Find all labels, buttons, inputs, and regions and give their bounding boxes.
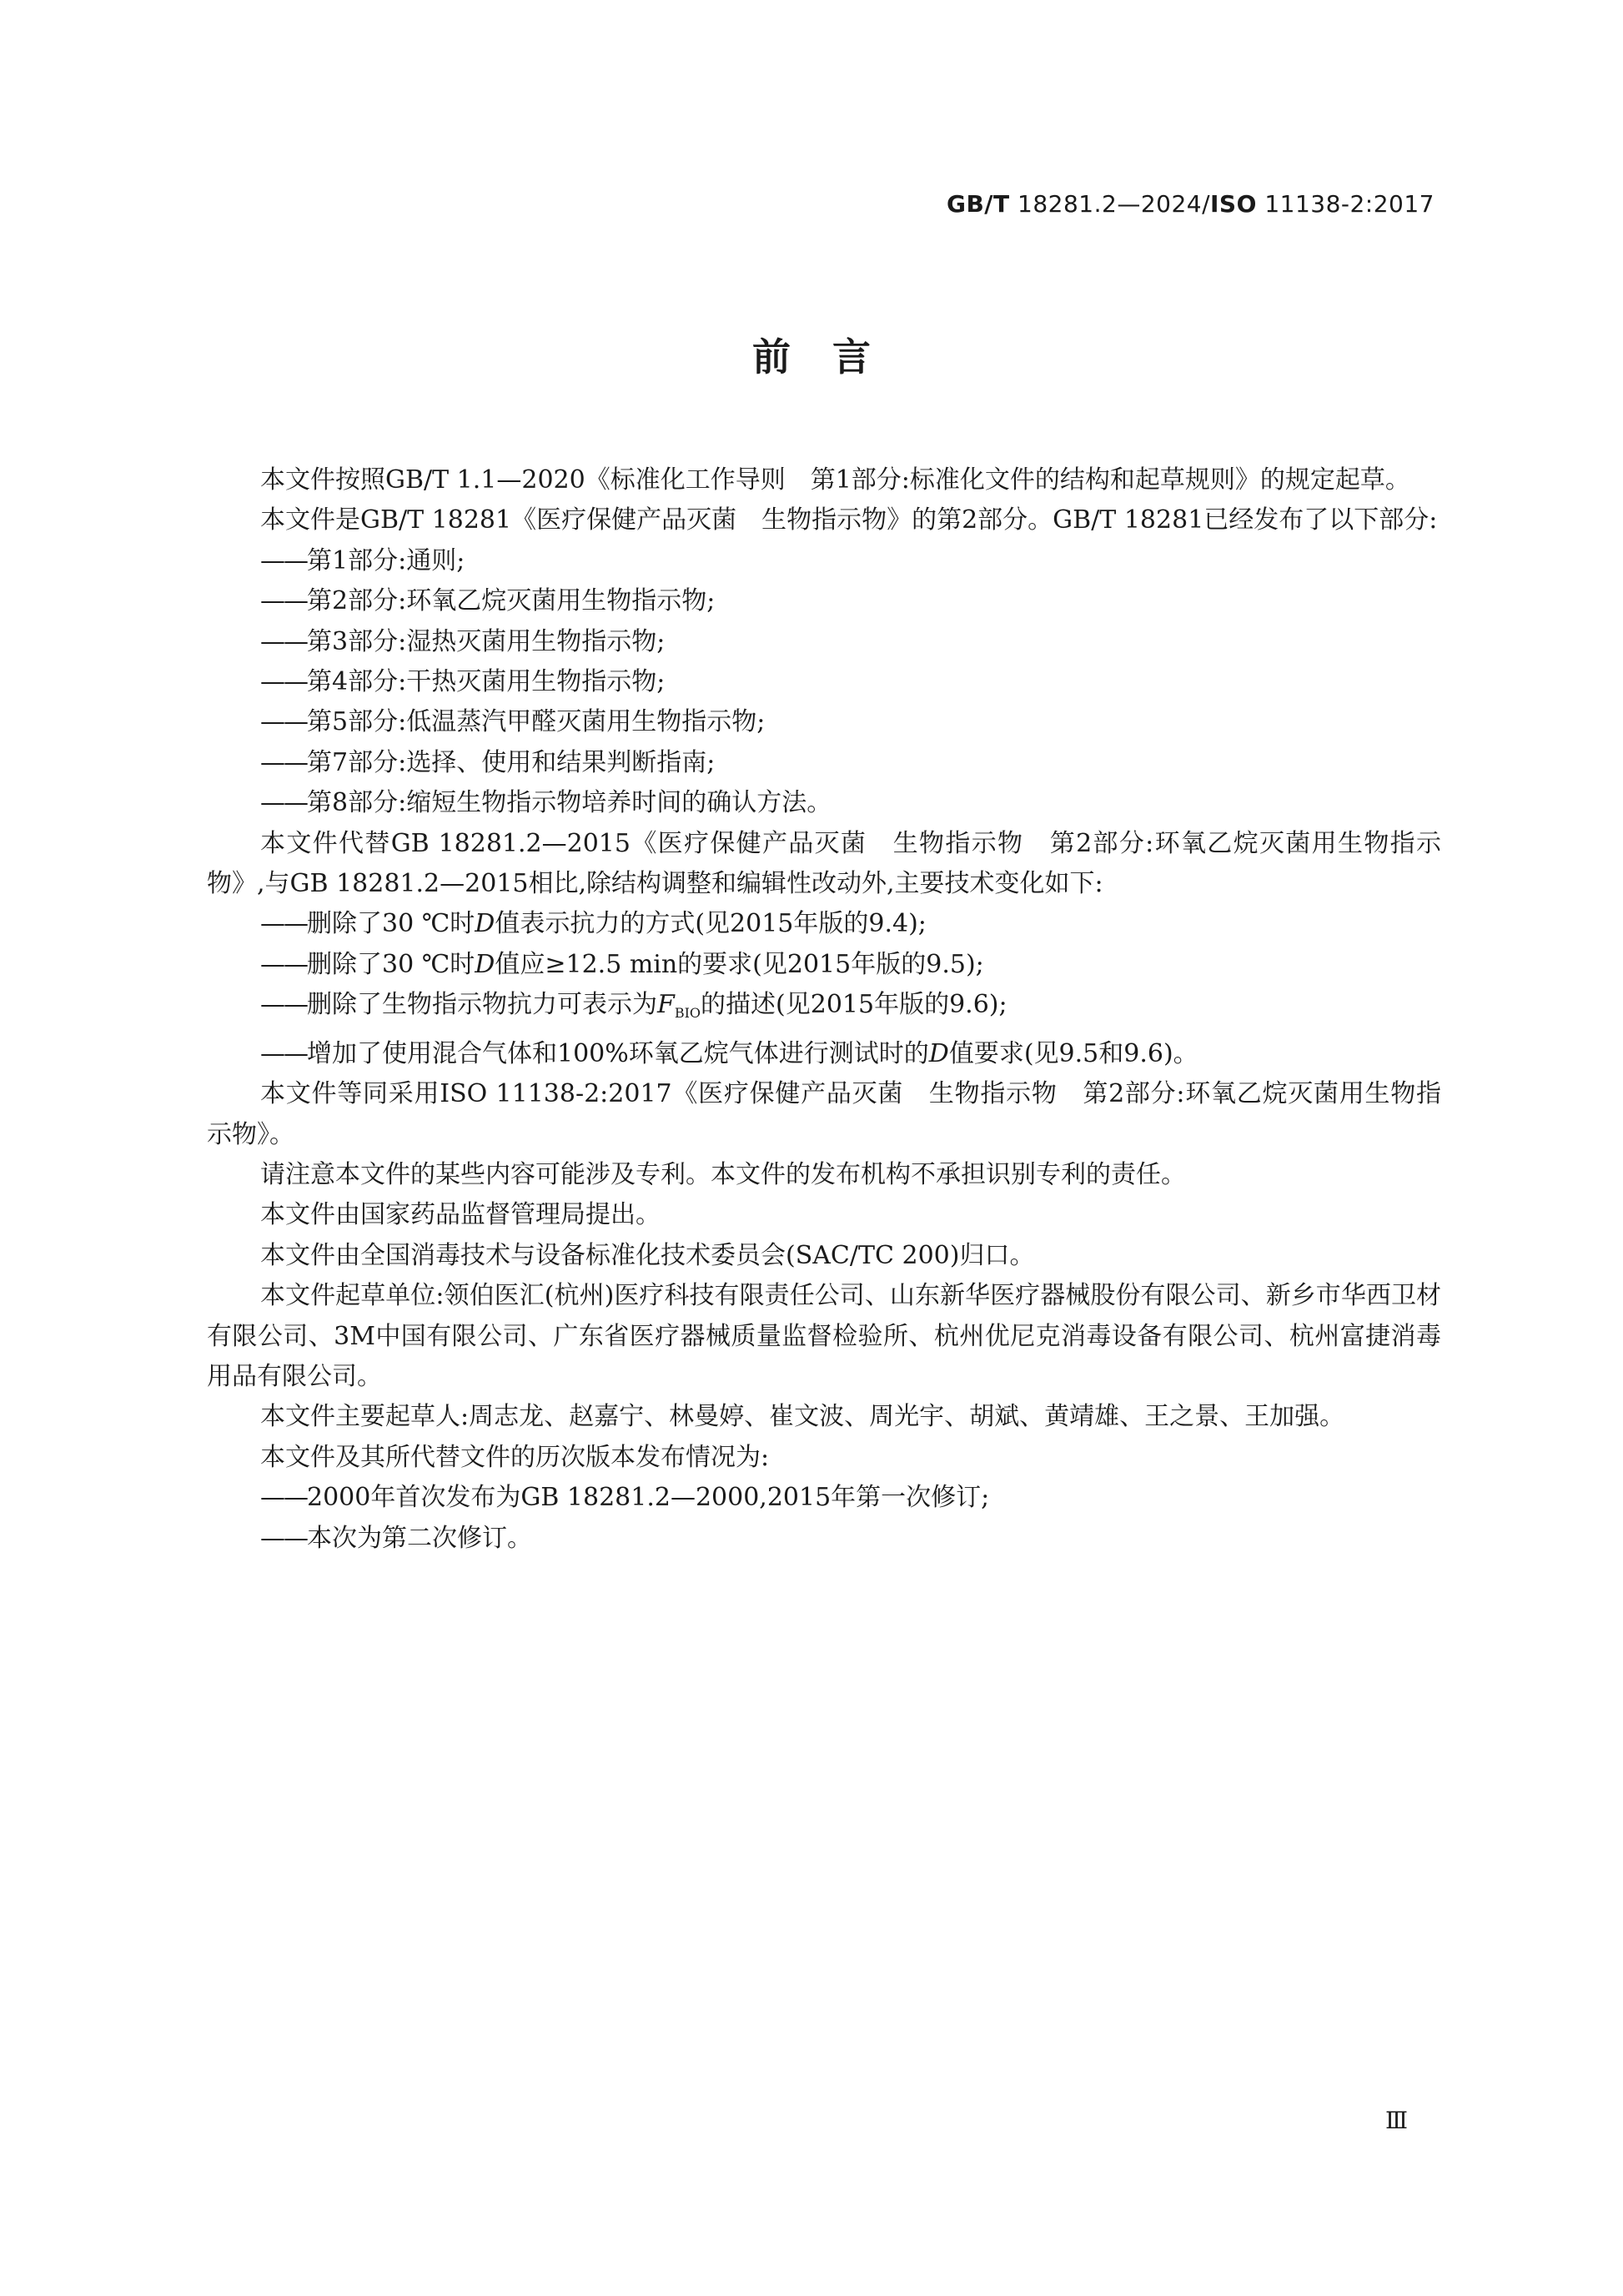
iso-code-prefix: ISO [1210, 190, 1257, 218]
list-item: ——第3部分:湿热灭菌用生物指示物; [260, 626, 666, 656]
document-body [207, 460, 1441, 1559]
list-item: ——第7部分:选择、使用和结果判断指南; [260, 747, 716, 777]
page-number: Ⅲ [1384, 2107, 1408, 2134]
paragraph-proposer: 本文件由国家药品监督管理局提出。 [260, 1200, 661, 1230]
paragraph-history-intro: 本文件及其所代替文件的历次版本发布情况为: [260, 1442, 770, 1472]
standard-code-prefix: GB/T [946, 190, 1010, 218]
parts-list [207, 541, 1441, 824]
list-item: ——删除了30 ℃时D值应≥12.5 min的要求(见2015年版的9.5); [260, 949, 984, 979]
paragraph-patent-notice: 请注意本文件的某些内容可能涉及专利。本文件的发布机构不承担识别专利的责任。 [260, 1159, 1186, 1189]
paragraph-committee: 本文件由全国消毒技术与设备标准化技术委员会(SAC/TC 200)归口。 [260, 1240, 1035, 1270]
paragraph-drafting-units: 本文件起草单位:领伯医汇(杭州)医疗科技有限责任公司、山东新华医疗器械股份有限公司、新乡市华西卫材有限公司、3M中国有限公司、广东省医疗器械质量监督检验所、杭州优尼克消毒设备有限公司、杭州富捷消毒用品有限公司。 [207, 1281, 1441, 1391]
standard-code-number: 18281.2—2024/ [1018, 190, 1211, 218]
paragraph-replacement: 本文件代替GB 18281.2—2015《医疗保健产品灭菌 生物指示物 第2部分:环氧乙烷灭菌用生物指示物》,与GB 18281.2—2015相比,除结构调整和编辑性改动外,主要技术变化如下: [207, 828, 1441, 899]
paragraph-drafting-basis: 本文件按照GB/T 1.1—2020《标准化工作导则 第1部分:标准化文件的结构和起草规则》的规定起草。 [260, 465, 1410, 495]
list-item: ——第2部分:环氧乙烷灭菌用生物指示物; [260, 586, 716, 616]
changes-list [207, 904, 1441, 1074]
paragraph-drafters: 本文件主要起草人:周志龙、赵嘉宁、林曼婷、崔文波、周光宇、胡斌、黄靖雄、王之景、王加强。 [260, 1402, 1345, 1432]
list-item: ——2000年首次发布为GB 18281.2—2000,2015年第一次修订; [260, 1483, 990, 1513]
list-item: ——删除了30 ℃时D值表示抗力的方式(见2015年版的9.4); [260, 909, 927, 939]
history-list [207, 1478, 1441, 1559]
iso-code-number: 11138-2:2017 [1264, 190, 1435, 218]
list-item: ——第1部分:通则; [260, 545, 465, 575]
list-item: ——第8部分:缩短生物指示物培养时间的确认方法。 [260, 788, 832, 818]
list-item: ——删除了生物指示物抗力可表示为$F_{BIO}$的描述(见2015年版的9.6); [260, 990, 1007, 1022]
list-item: ——第4部分:干热灭菌用生物指示物; [260, 667, 666, 697]
page-title: 前言 [752, 334, 912, 379]
list-item: ——第5部分:低温蒸汽甲醛灭菌用生物指示物; [260, 707, 766, 737]
paragraph-iso-adoption: 本文件等同采用ISO 11138-2:2017《医疗保健产品灭菌 生物指示物 第2部分:环氧乙烷灭菌用生物指示物》。 [207, 1079, 1441, 1149]
list-item: ——本次为第二次修订。 [260, 1523, 532, 1553]
list-item: ——增加了使用混合气体和100%环氧乙烷气体进行测试时的D值要求(见9.5和9.6)。 [260, 1038, 1198, 1068]
paragraph-series-intro: 本文件是GB/T 18281《医疗保健产品灭菌 生物指示物》的第2部分。GB/T 18281已经发布了以下部分: [260, 505, 1438, 535]
standard-code-header [947, 190, 1435, 218]
